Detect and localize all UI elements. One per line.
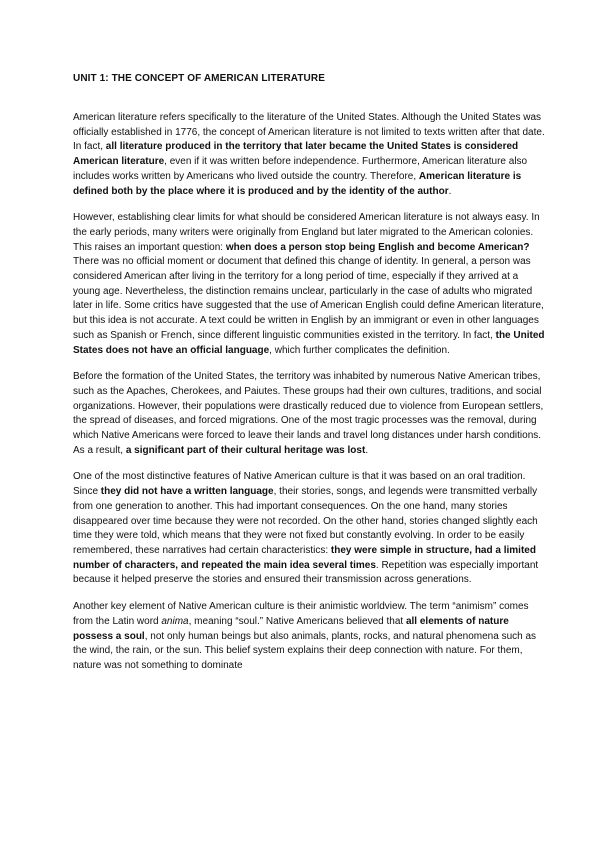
paragraph-text: . xyxy=(365,444,369,456)
italic-text: anima xyxy=(161,615,189,627)
paragraph-text: , which further complicates the definition. xyxy=(269,344,450,356)
paragraph-text: American literature refers specifically to the literature of the United States. Although the United States was officially established in 1776, the concept of American literature is not limited to texts written after that date. In fact, xyxy=(73,112,545,153)
paragraph-text: Before the formation of the United States, the territory was inhabited by numerous Native American tribes, such as the Apaches, Cherokees, and Paiutes. These groups had their own cultures, traditions, and social organizations. However, their populations were drastically reduced due to violence from European settlers, the spread of diseases, and forced migrations. One of the most tragic processes was the removal, during which Native Americans were forced to leave their lands and travel long distances under harsh conditions. As a result, xyxy=(73,371,544,456)
paragraph xyxy=(73,470,546,588)
paragraph-text: . Repetition was especially important because it helped preserve the stories and ensured their transmission across generations. xyxy=(73,559,539,586)
unit-heading: UNIT 1: THE CONCEPT OF AMERICAN LITERATURE xyxy=(73,73,325,84)
paragraph-text: Another key element of Native American culture is their animistic worldview. The term “animism” comes from the Latin word xyxy=(73,601,529,627)
bold-text: the United States does not have an official language xyxy=(73,329,545,356)
bold-text: they did not have a written language xyxy=(100,486,274,498)
paragraph-text: , not only human beings but also animals, plants, rocks, and natural phenomena such as the wind, the rain, or the sun. This belief system explains their deep connection with nature. For them, nature was not something to dominate xyxy=(73,630,537,671)
paragraph-text: , even if it was written before independence. Furthermore, American literature also includes works written by Americans who lived outside the country. Therefore, xyxy=(73,156,528,182)
bold-text: a significant part of their cultural heritage was lost xyxy=(125,444,366,456)
bold-text: they were simple in structure, had a limited number of characters, and repeated the main idea several times xyxy=(73,544,536,571)
paragraph xyxy=(73,370,546,458)
paragraph-text: , their stories, songs, and legends were transmitted verbally from one generation to another. This had important consequences. On the one hand, many stories disappeared over time because they were not recorded. On the other hand, stories changed slightly each time they were told, which means that they were not fixed but constantly evolving. In order to be easily remembered, these narratives had certain characteristics: xyxy=(73,486,538,556)
paragraph-text: , meaning “soul.” Native Americans believed that xyxy=(188,615,406,627)
paragraph xyxy=(73,211,546,358)
bold-text: American literature is defined both by the place where it is produced and by the identity of the author xyxy=(73,170,522,197)
paragraph-text: One of the most distinctive features of Native American culture is that it was based on an oral tradition. Since xyxy=(73,471,526,498)
paragraph xyxy=(73,600,546,674)
bold-text: all literature produced in the territory that later became the United States is considered American literature xyxy=(73,141,519,168)
paragraph-text: However, establishing clear limits for what should be considered American literature is not always easy. In the early periods, many writers were originally from England but later migrated to the American colonies. This raises an important question: xyxy=(73,212,540,253)
bold-text: all elements of nature possess a soul xyxy=(73,615,509,642)
paragraph xyxy=(73,111,546,199)
paragraph-text: . xyxy=(448,185,452,197)
bold-text: when does a person stop being English and become American? xyxy=(225,241,530,253)
paragraph-text: There was no official moment or document that defined this change of identity. In general, a person was considered American after living in the territory for a long period of time, especially if they arrived at a young age. Nevertheless, the distinction remains unclear, particularly in the case of adults who migrated later in life. Some critics have suggested that the use of American English could define American literature, but this idea is not accurate. A text could be written in English by an immigrant or even in other languages such as Spanish or French, since different linguistic communities existed in the territory. In fact, xyxy=(73,256,544,341)
